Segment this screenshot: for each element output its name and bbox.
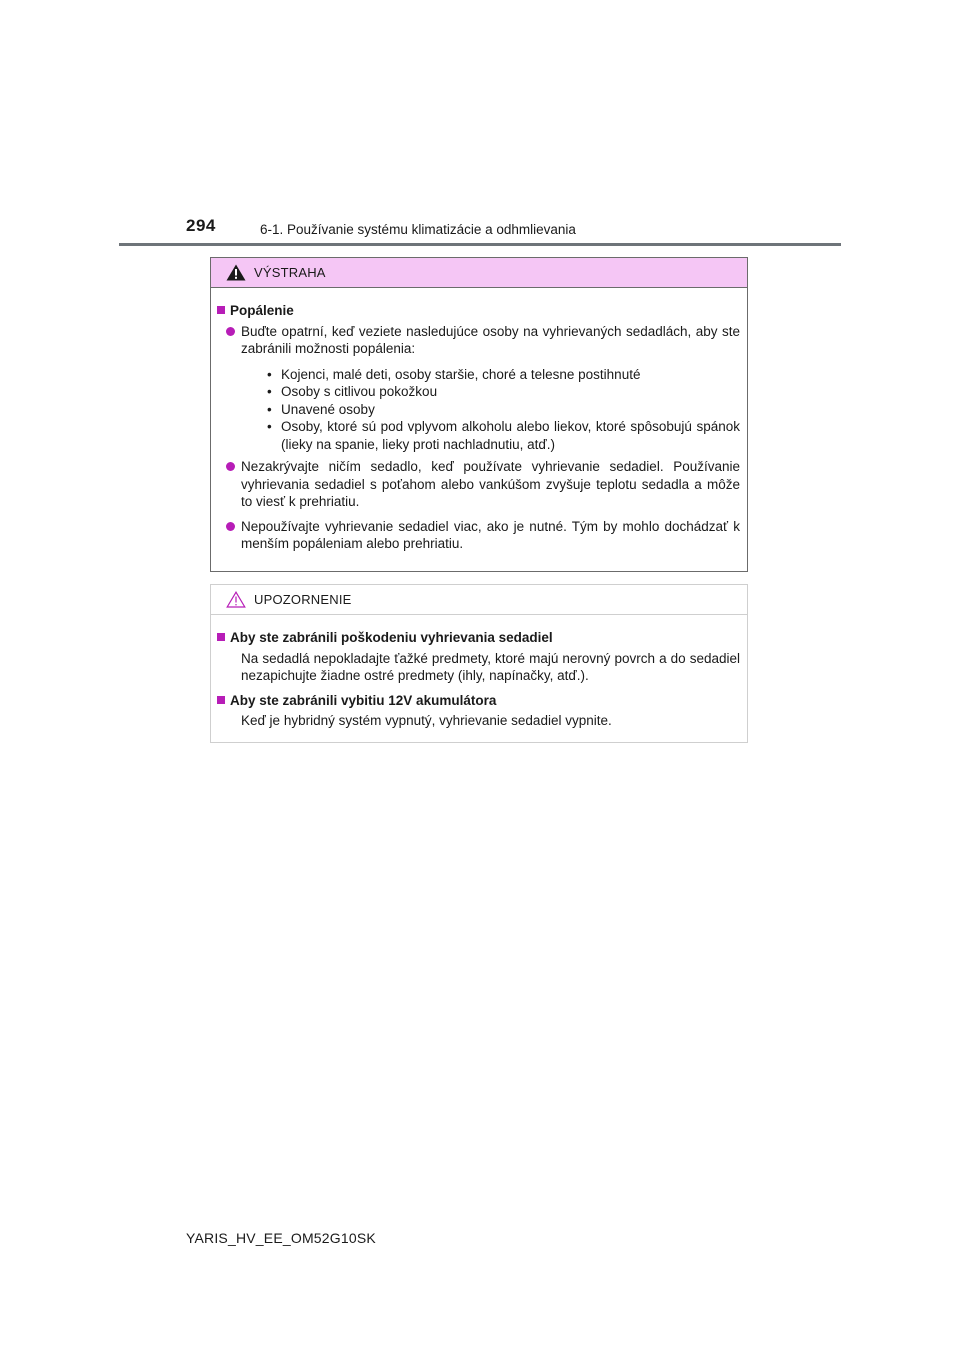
section-heading xyxy=(217,629,740,647)
sub-item xyxy=(267,383,740,401)
heading-text: Popálenie xyxy=(230,303,294,318)
dot-bullet-icon: • xyxy=(267,419,272,434)
section-paragraph: Keď je hybridný systém vypnutý, vyhrievanie sedadiel vypnite. xyxy=(241,713,612,728)
round-bullet-icon xyxy=(226,462,235,471)
sublist xyxy=(267,366,740,454)
sub-item xyxy=(267,401,740,419)
round-bullet-icon xyxy=(226,522,235,531)
square-bullet-icon xyxy=(217,696,225,704)
warning-box-body xyxy=(211,288,747,553)
bullet-item xyxy=(226,323,740,456)
warning-box-header xyxy=(211,258,747,288)
dot-bullet-icon: • xyxy=(267,384,272,399)
caution-triangle-outline-icon xyxy=(226,591,246,608)
sub-item-text: Osoby s citlivou pokožkou xyxy=(281,384,438,399)
warning-box xyxy=(210,257,748,572)
sub-item xyxy=(267,418,740,453)
caution-box xyxy=(210,584,748,743)
bullet-text: Nezakrývajte ničím sedadlo, keď používate vyhrievanie sedadiel. Používanie vyhrievania sedadiel s poťahom alebo vankúšom zvyšuje teplotu sedadla a môže to viesť k prehriatiu. xyxy=(241,459,740,509)
square-bullet-icon xyxy=(217,633,225,641)
bullet-item xyxy=(226,458,740,511)
dot-bullet-icon: • xyxy=(267,401,272,417)
caution-title: UPOZORNENIE xyxy=(254,592,352,607)
sub-item xyxy=(267,366,740,384)
page-number: 294 xyxy=(186,216,216,235)
bullet-item xyxy=(226,518,740,553)
sub-item-text: Osoby, ktoré sú pod vplyvom alkoholu alebo liekov, ktoré spôsobujú spánok (lieky na spanie, lieky proti nachladnutiu, atď.) xyxy=(281,419,740,452)
round-bullet-icon xyxy=(226,327,235,336)
square-bullet-icon xyxy=(217,306,225,314)
section-title: 6-1. Používanie systému klimatizácie a odhmlievania xyxy=(260,222,576,237)
caution-box-header xyxy=(211,585,747,615)
header-rule xyxy=(119,243,841,246)
caution-box-body xyxy=(211,615,747,730)
section-heading xyxy=(217,302,740,320)
warning-title: VÝSTRAHA xyxy=(254,265,326,280)
document-code: YARIS_HV_EE_OM52G10SK xyxy=(186,1230,376,1246)
heading-text: Aby ste zabránili poškodeniu vyhrievania sedadiel xyxy=(230,630,553,645)
section-paragraph: Na sedadlá nepokladajte ťažké predmety, ktoré majú nerovný povrch a do sedadiel nezapichujte žiadne ostré predmety (ihly, napínačky, atď.). xyxy=(241,650,740,683)
heading-text: Aby ste zabránili vybitiu 12V akumulátora xyxy=(230,692,497,708)
section-heading xyxy=(217,692,740,710)
bullet-text: Buďte opatrní, keď veziete nasledujúce osoby na vyhrievaných sedadlách, aby ste zabránili možnosti popálenia: xyxy=(241,323,740,356)
sub-item-text: Unavené osoby xyxy=(281,401,375,417)
warning-triangle-filled-icon xyxy=(226,264,246,281)
sub-item-text: Kojenci, malé deti, osoby staršie, choré a telesne postihnuté xyxy=(281,366,641,382)
dot-bullet-icon: • xyxy=(267,366,272,382)
bullet-text: Nepoužívajte vyhrievanie sedadiel viac, ako je nutné. Tým by mohlo dochádzať k menším popáleniam alebo prehriatiu. xyxy=(241,518,740,551)
